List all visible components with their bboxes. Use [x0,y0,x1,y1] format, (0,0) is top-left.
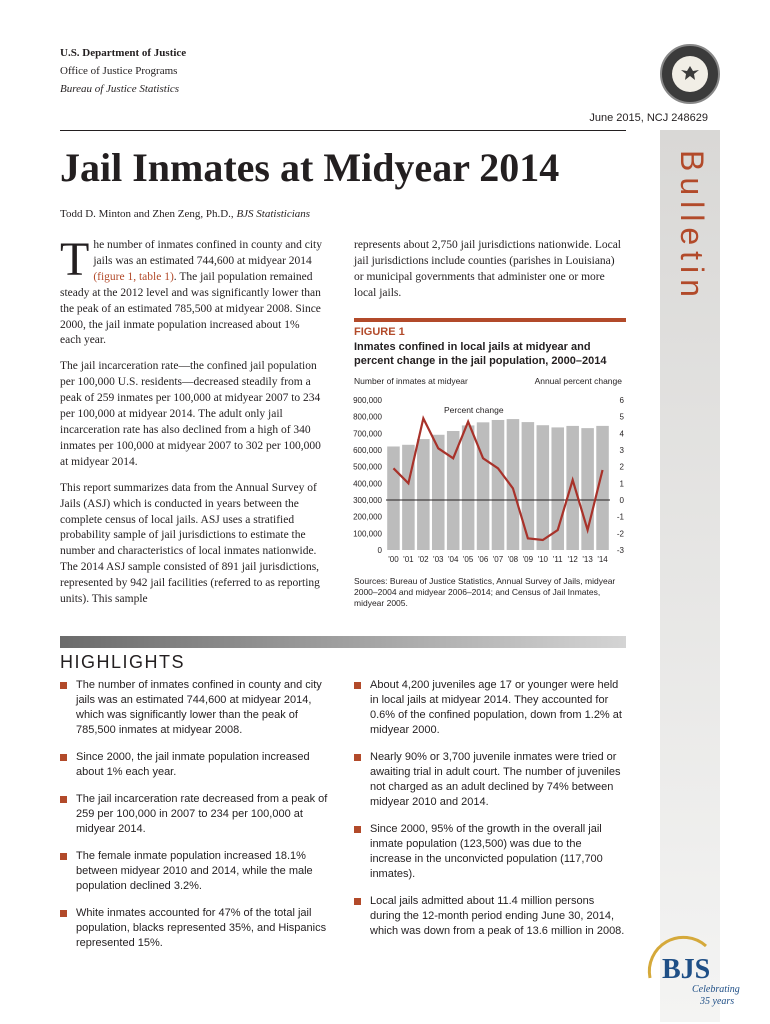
x-tick-label: '04 [447,555,459,564]
logo-tagline-2: 35 years [700,996,735,1007]
x-tick-label: '01 [403,555,414,564]
highlight-item: The female inmate population increased 18.1% between midyear 2010 and 2014, while the male population declined 3.2%. [60,849,332,894]
y-left-tick-label: 700,000 [353,429,382,439]
highlight-item: Since 2000, 95% of the growth in the overall jail inmate population (123,500) was due to the increase in the unconvicted population (117,700 inmates). [354,822,626,882]
x-tick-label: '03 [433,555,444,564]
bullet-square-icon [354,682,361,689]
figure-rule [354,318,626,322]
header-rule [60,130,626,131]
y-left-tick-label: 600,000 [353,446,382,455]
highlight-item: White inmates accounted for 47% of the total jail population, blacks represented 35%, and Hispanics represented 15%. [60,906,332,951]
bullet-square-icon [354,826,361,833]
logo-tagline-1: Celebrating [692,984,740,995]
intro-paragraph: The number of inmates confined in county and city jails was an estimated 744,600 at midyear 2014 (figure 1, table 1). The jail population remained steady at the 2012 level and was significantly lower than the peak of an estimated 785,500 at midyear 2008. Since 2000, the jail inmate population increased about 1% each year. [60,233,322,347]
authors: Todd D. Minton and Zhen Zeng, Ph.D., BJS Statisticians [60,208,311,220]
y-right-tick-label: 1 [619,479,624,489]
inmate-bar [477,422,490,550]
highlight-item: About 4,200 juveniles age 17 or younger were held in local jails at midyear 2014. They accounted for 0.6% of the confined population, down from 1.2% at midyear 2000. [354,678,626,738]
inmate-bar [492,420,505,550]
x-tick-label: '12 [567,555,578,564]
body-column-left [60,233,322,618]
x-tick-label: '00 [388,555,399,564]
figure-sources: Sources: Bureau of Justice Statistics, Annual Survey of Jails, midyear 2000–2004 and midyear 2006–2014; and Census of Jail Inmates, midyear 2005. [354,576,616,608]
y-right-tick-label: 4 [619,429,624,439]
x-tick-label: '02 [418,555,429,564]
bullet-square-icon [60,796,67,803]
x-tick-label: '06 [477,555,489,564]
highlight-item: The number of inmates confined in county and city jails was an estimated 744,600 at midyear 2014, which was significantly lower than the peak of 785,500 inmates at midyear 2008. [60,678,332,738]
continuation-paragraph: represents about 2,750 jail jurisdictions nationwide. Local jail jurisdictions include counties (parishes in Louisiana) or municipal governments that administer one or more local jails. [354,239,621,299]
inmate-bar [566,426,579,550]
y-right-tick-label: -3 [616,546,624,555]
y-left-tick-label: 300,000 [353,496,382,505]
rate-paragraph: The jail incarceration rate—the confined jail population per 100,000 U.S. residents—decreased steadily from a peak of 259 inmates per 100,000 at midyear 2007 to 234 per 100,000 at midyear 2014. The adult only jail incarceration rate has also declined from a high of 340 inmates per 100,000 at midyear 2007 to 302 per 100,000 at midyear 2014. [60,360,321,468]
highlights-left [60,678,332,963]
bjs-logo [640,934,750,1014]
highlights-bar [60,636,626,648]
y-right-tick-label: 6 [619,396,624,405]
y-right-tick-label: 2 [619,462,624,472]
highlight-item: The jail incarceration rate decreased from a peak of 259 per 100,000 in 2007 to 234 per 100,000 at midyear 2014. [60,792,332,837]
bureau-name: Bureau of Justice Statistics [60,83,180,95]
jail-population-chart [340,392,630,570]
x-tick-label: '07 [492,555,504,564]
drop-cap: T [60,233,90,286]
figure-title: Inmates confined in local jails at midyear and percent change in the jail population, 2000–2014 [354,341,607,367]
x-tick-label: '13 [582,555,593,564]
report-title: Jail Inmates at Midyear 2014 [60,145,560,190]
bullet-square-icon [354,754,361,761]
date-ncj: June 2015, NCJ 248629 [589,112,708,124]
doj-seal-icon [660,44,720,104]
bullet-square-icon [354,898,361,905]
inmate-bar [551,427,564,550]
bullet-square-icon [60,754,67,761]
highlight-item: Local jails admitted about 11.4 million persons during the 12-month period ending June 30, 2014, which was down from a peak of 13.6 million in 2008. [354,894,626,939]
y-right-tick-label: -2 [616,529,624,539]
x-tick-label: '05 [462,555,474,564]
y-axis-right-title: Annual percent change [534,376,622,386]
y-right-tick-label: 5 [619,412,624,422]
office-name: Office of Justice Programs [60,65,178,77]
inmate-bar [522,422,535,550]
figure-reference-link[interactable]: (figure 1, table 1) [93,270,174,283]
y-left-tick-label: 400,000 [353,479,382,489]
x-tick-label: '11 [552,555,563,564]
bjs-logo-text: BJS [662,954,711,985]
bullet-square-icon [60,910,67,917]
inmate-bar [387,446,400,550]
percent-change-annotation: Percent change [444,405,504,415]
highlights-title: HIGHLIGHTS [60,652,186,672]
y-left-tick-label: 100,000 [353,529,382,539]
y-right-tick-label: 0 [619,496,624,505]
x-tick-label: '14 [597,555,608,564]
x-tick-label: '10 [537,555,549,564]
method-paragraph: This report summarizes data from the Annual Survey of Jails (ASJ) which is conducted in years between the complete census of local jails. ASJ uses a stratified probability sample of jail jurisdictions to estimate the number and characteristics of local inmates nationwide. The 2014 ASJ sample consisted of 891 jail jurisdictions, represented by 942 jail facilities (referred to as reporting units). This sample [60,481,320,606]
y-left-tick-label: 500,000 [353,462,382,472]
y-right-tick-label: -1 [616,512,624,522]
y-left-tick-label: 900,000 [353,396,382,405]
inmate-bar [537,425,550,550]
y-left-tick-label: 800,000 [353,412,382,422]
highlights-right [354,678,626,951]
bullet-square-icon [60,853,67,860]
x-tick-label: '09 [522,555,534,564]
inmate-bar [507,419,520,550]
bulletin-label: Bulletin [674,150,710,303]
highlight-item: Since 2000, the jail inmate population increased about 1% each year. [60,750,332,780]
y-axis-left-title: Number of inmates at midyear [354,376,468,386]
y-left-tick-label: 0 [377,546,382,555]
body-column-right [354,238,626,302]
inmate-bar [417,439,430,550]
department-name: U.S. Department of Justice [60,47,187,59]
y-right-tick-label: 3 [619,446,624,455]
highlight-item: Nearly 90% or 3,700 juvenile inmates were tried or awaiting trial in adult court. The number of juveniles not charged as an adult declined by 74% between midyear 2010 and 2014. [354,750,626,810]
inmate-bar [462,425,475,550]
bullet-square-icon [60,682,67,689]
agency-block [60,44,186,98]
x-tick-label: '08 [507,555,519,564]
y-left-tick-label: 200,000 [353,512,382,522]
figure-label: FIGURE 1 [354,326,405,338]
